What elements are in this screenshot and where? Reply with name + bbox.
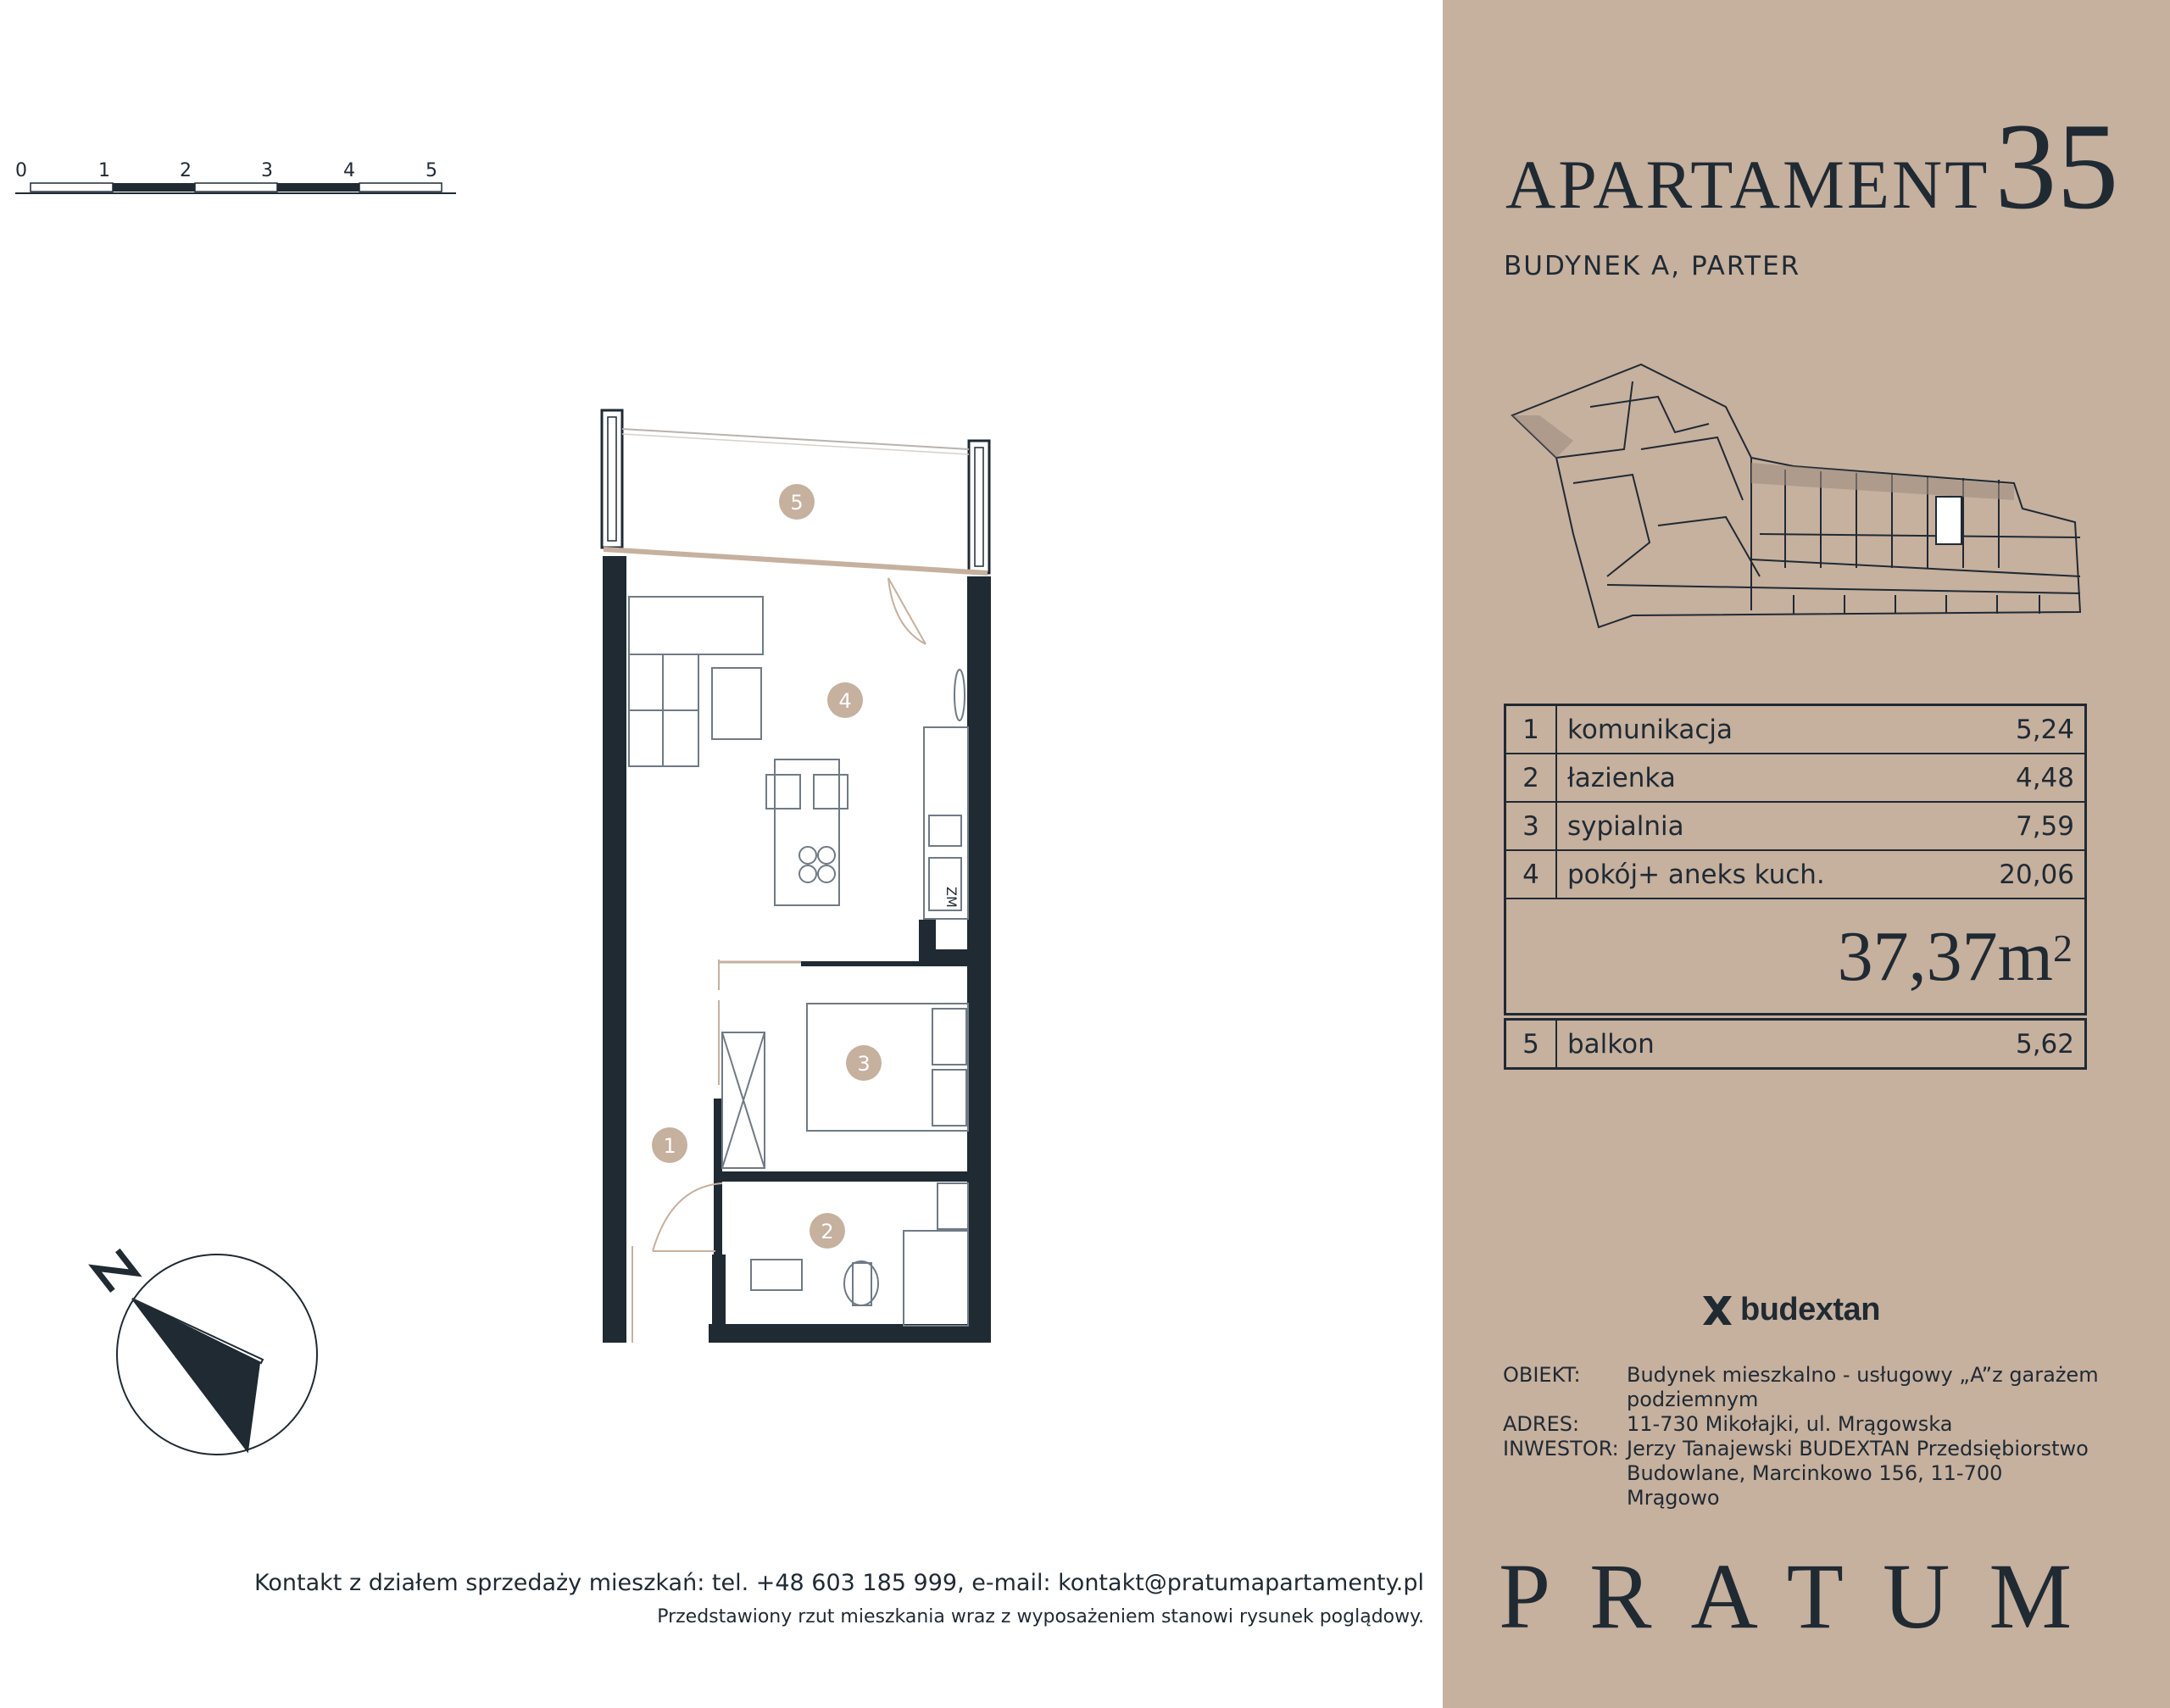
- pratum-logo: PRATUM: [1499, 1544, 2112, 1648]
- scale-label-5: 5: [426, 160, 437, 181]
- project-info: [1503, 1363, 2101, 1510]
- room-row: [1506, 851, 2084, 899]
- room-area: 5,24: [2015, 714, 2074, 745]
- info-label: OBIEKT:: [1503, 1363, 1581, 1387]
- room-row: [1506, 706, 2084, 754]
- room-name: sypialnia: [1567, 810, 1684, 842]
- total-area: [1506, 899, 2084, 1013]
- room-area: 7,59: [2015, 810, 2074, 842]
- scale-label-4: 4: [343, 160, 355, 181]
- scale-label-0: 0: [15, 160, 27, 181]
- marker-5: 5: [790, 491, 804, 515]
- scale-label-3: 3: [261, 160, 273, 181]
- balcony-number: 5: [1506, 1021, 1557, 1067]
- budextan-x-icon: [1700, 1293, 1735, 1328]
- rooms-table: [1504, 704, 2087, 1015]
- apartment-word: APARTAMENT: [1505, 146, 1990, 223]
- info-row: [1503, 1363, 2101, 1412]
- walls: [603, 556, 991, 1343]
- info-row: [1503, 1437, 2101, 1510]
- marker-3: 3: [857, 1052, 871, 1076]
- room-name: pokój+ aneks kuch.: [1567, 859, 1825, 890]
- room-number: 4: [1506, 851, 1557, 898]
- apartment-number: 35: [1995, 97, 2119, 235]
- apartment-subtitle: BUDYNEK A, PARTER: [1504, 251, 1801, 281]
- balcony-area: 5,62: [2015, 1028, 2074, 1060]
- marker-1: 1: [663, 1134, 676, 1158]
- room-markers: [652, 484, 882, 1249]
- room-number: 2: [1506, 754, 1557, 801]
- balcony-row: [1506, 1021, 2084, 1067]
- balcony-table: [1504, 1018, 2087, 1070]
- doors: [632, 578, 926, 1343]
- fridge-label: ZM: [943, 887, 960, 908]
- floor-plan: [0, 0, 1017, 1373]
- room-row: [1506, 803, 2084, 851]
- apartment-title: [1505, 95, 2118, 237]
- info-label: ADRES:: [1503, 1412, 1580, 1436]
- room-row: [1506, 754, 2084, 803]
- room-area: 4,48: [2015, 762, 2074, 793]
- room-area: 20,06: [1999, 859, 2074, 890]
- scale-label-1: 1: [98, 160, 110, 181]
- marker-4: 4: [838, 689, 852, 713]
- brand-name: budextan: [1740, 1292, 1880, 1327]
- scale-label-2: 2: [180, 160, 192, 181]
- contact-line: Kontakt z działem sprzedaży mieszkań: tel. +48 603 185 999, e-mail: kontakt@pratumapartamenty.pl: [254, 1570, 1424, 1596]
- info-value: Jerzy Tanajewski BUDEXTAN Przedsiębiorstwo Budowlane, Marcinkowo 156, 11-700 Mrągowo: [1627, 1437, 2089, 1510]
- total-area-exponent: 2: [2053, 926, 2073, 970]
- info-label: INWESTOR:: [1503, 1437, 1619, 1460]
- info-row: [1503, 1412, 2101, 1437]
- room-name: komunikacja: [1567, 714, 1733, 745]
- total-area-value: 37,37m: [1837, 916, 2053, 996]
- room-name: łazienka: [1567, 762, 1676, 793]
- room-number: 1: [1506, 706, 1557, 753]
- building-key-plan: [1505, 356, 2090, 644]
- disclaimer-note: Przedstawiony rzut mieszkania wraz z wyposażeniem stanowi rysunek poglądowy.: [657, 1606, 1424, 1627]
- info-value: 11-730 Mikołajki, ul. Mrągowska: [1627, 1412, 1953, 1436]
- budextan-logo: [1700, 1292, 1880, 1328]
- info-value: Budynek mieszkalno - usługowy „A”z garażem podziemnym: [1627, 1363, 2099, 1411]
- room-number: 3: [1506, 803, 1557, 849]
- balcony-name: balkon: [1567, 1028, 1655, 1060]
- marker-2: 2: [821, 1220, 834, 1243]
- compass-icon: [51, 1238, 339, 1466]
